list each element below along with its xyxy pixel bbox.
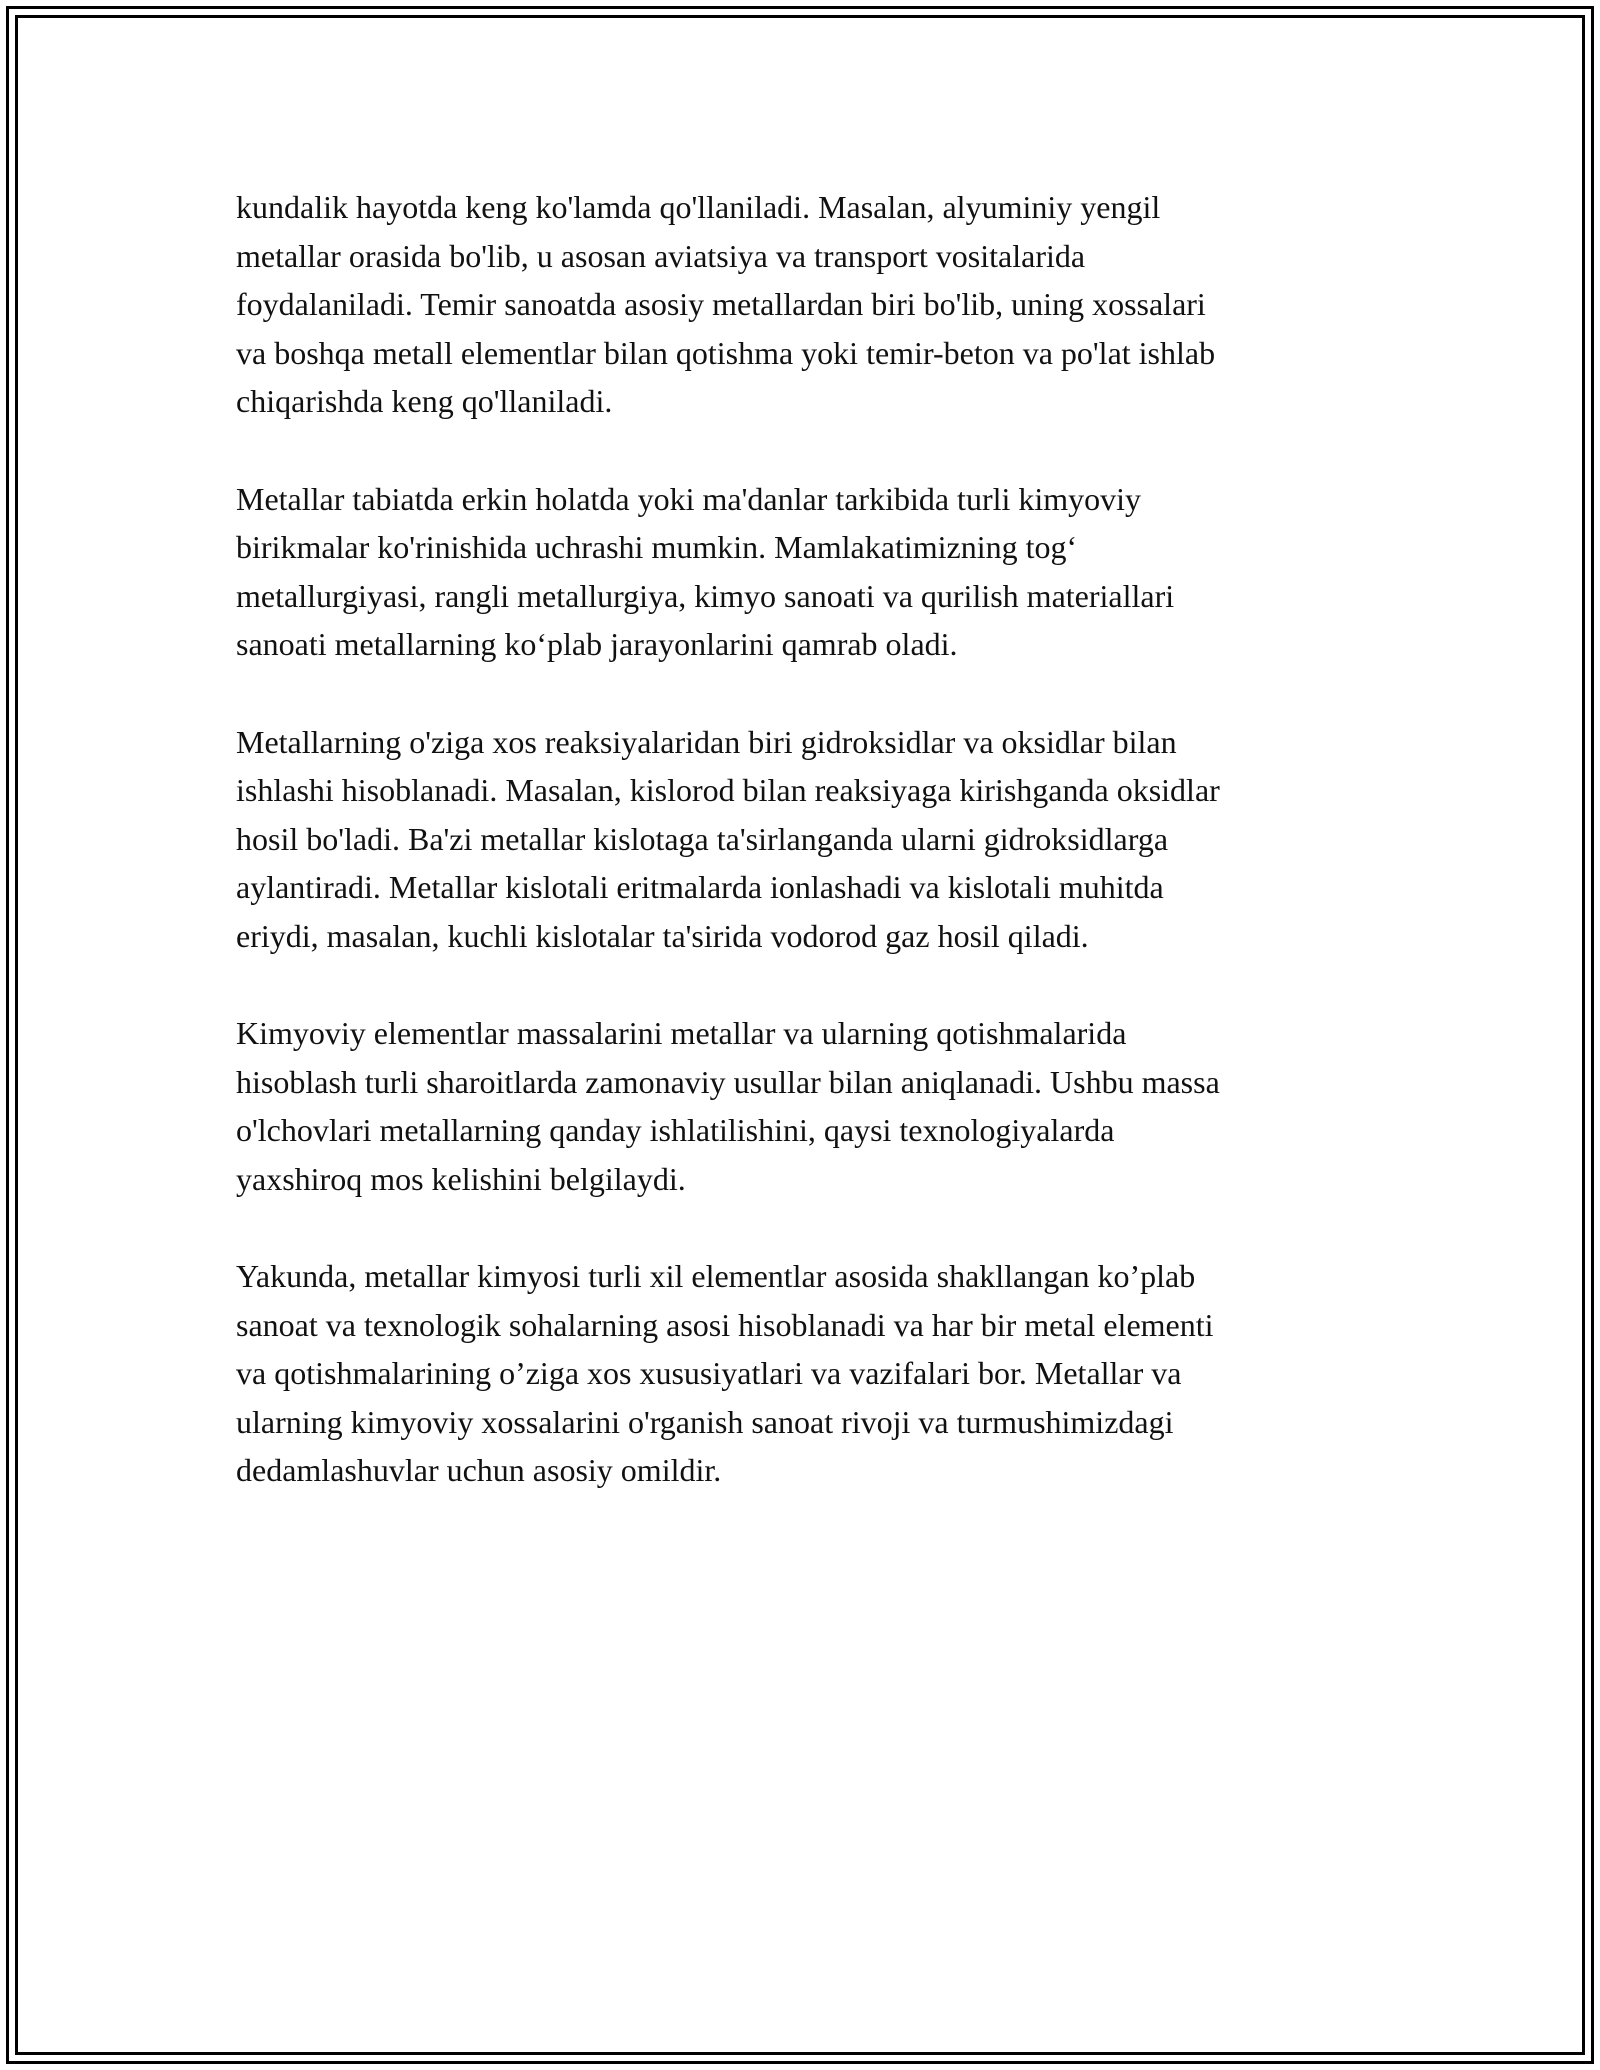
paragraph-2: Metallar tabiatda erkin holatda yoki ma'danlar tarkibida turli kimyoviy birikmalar ko'rinishida uchrashi mumkin. Mamlakatimizning tog‘ metallurgiyasi, rangli metallurgiya, kimyo sanoati va qurilish materiallari sanoati metallarning ko‘plab jarayonlarini qamrab oladi. [236, 480, 1175, 663]
paragraph-3: Metallarning o'ziga xos reaksiyalaridan biri gidroksidlar va oksidlar bilan ishlashi hisoblanadi. Masalan, kislorod bilan reaksiyaga kirishganda oksidlar hosil bo'ladi. Ba'zi metallar kislotaga ta'sirlanganda ularni gidroksidlarga aylantiradi. Metallar kislotali eritmalarda ionlashadi va kislotali muhitda eriydi, masalan, kuchli kislotalar ta'sirida vodorod gaz hosil qiladi. [236, 723, 1220, 954]
paragraph-4: Kimyoviy elementlar massalarini metallar va ularning qotishmalarida hisoblash turli sharoitlarda zamonaviy usullar bilan aniqlanadi. Ushbu massa o'lchovlari metallarning qanday ishlatilishini, qaysi texnologiyalarda yaxshiroq mos kelishini belgilaydi. [236, 1015, 1220, 1197]
paragraph-1: kundalik hayotda keng ko'lamda qo'llaniladi. Masalan, alyuminiy yengil metallar orasida bo'lib, u asosan aviatsiya va transport vositalarida foydalaniladi. Temir sanoatda asosiy metallardan biri bo'lib, uning xossalari va boshqa metall elementlar bilan qotishma yoki temir-beton va po'lat ishlab chiqarishda keng qo'llaniladi. [236, 189, 1216, 420]
document-body [236, 183, 1376, 1544]
paragraph-5: Yakunda, metallar kimyosi turli xil elementlar asosida shakllangan ko’plab sanoat va texnologik sohalarning asosi hisoblanadi va har bir metal elementi va qotishmalarining o’ziga xos xususiyatlari va vazifalari bor. Metallar va ularning kimyoviy xossalarini o'rganish sanoat rivoji va turmushimizdagi dedamlashuvlar uchun asosiy omildir. [236, 1258, 1214, 1489]
